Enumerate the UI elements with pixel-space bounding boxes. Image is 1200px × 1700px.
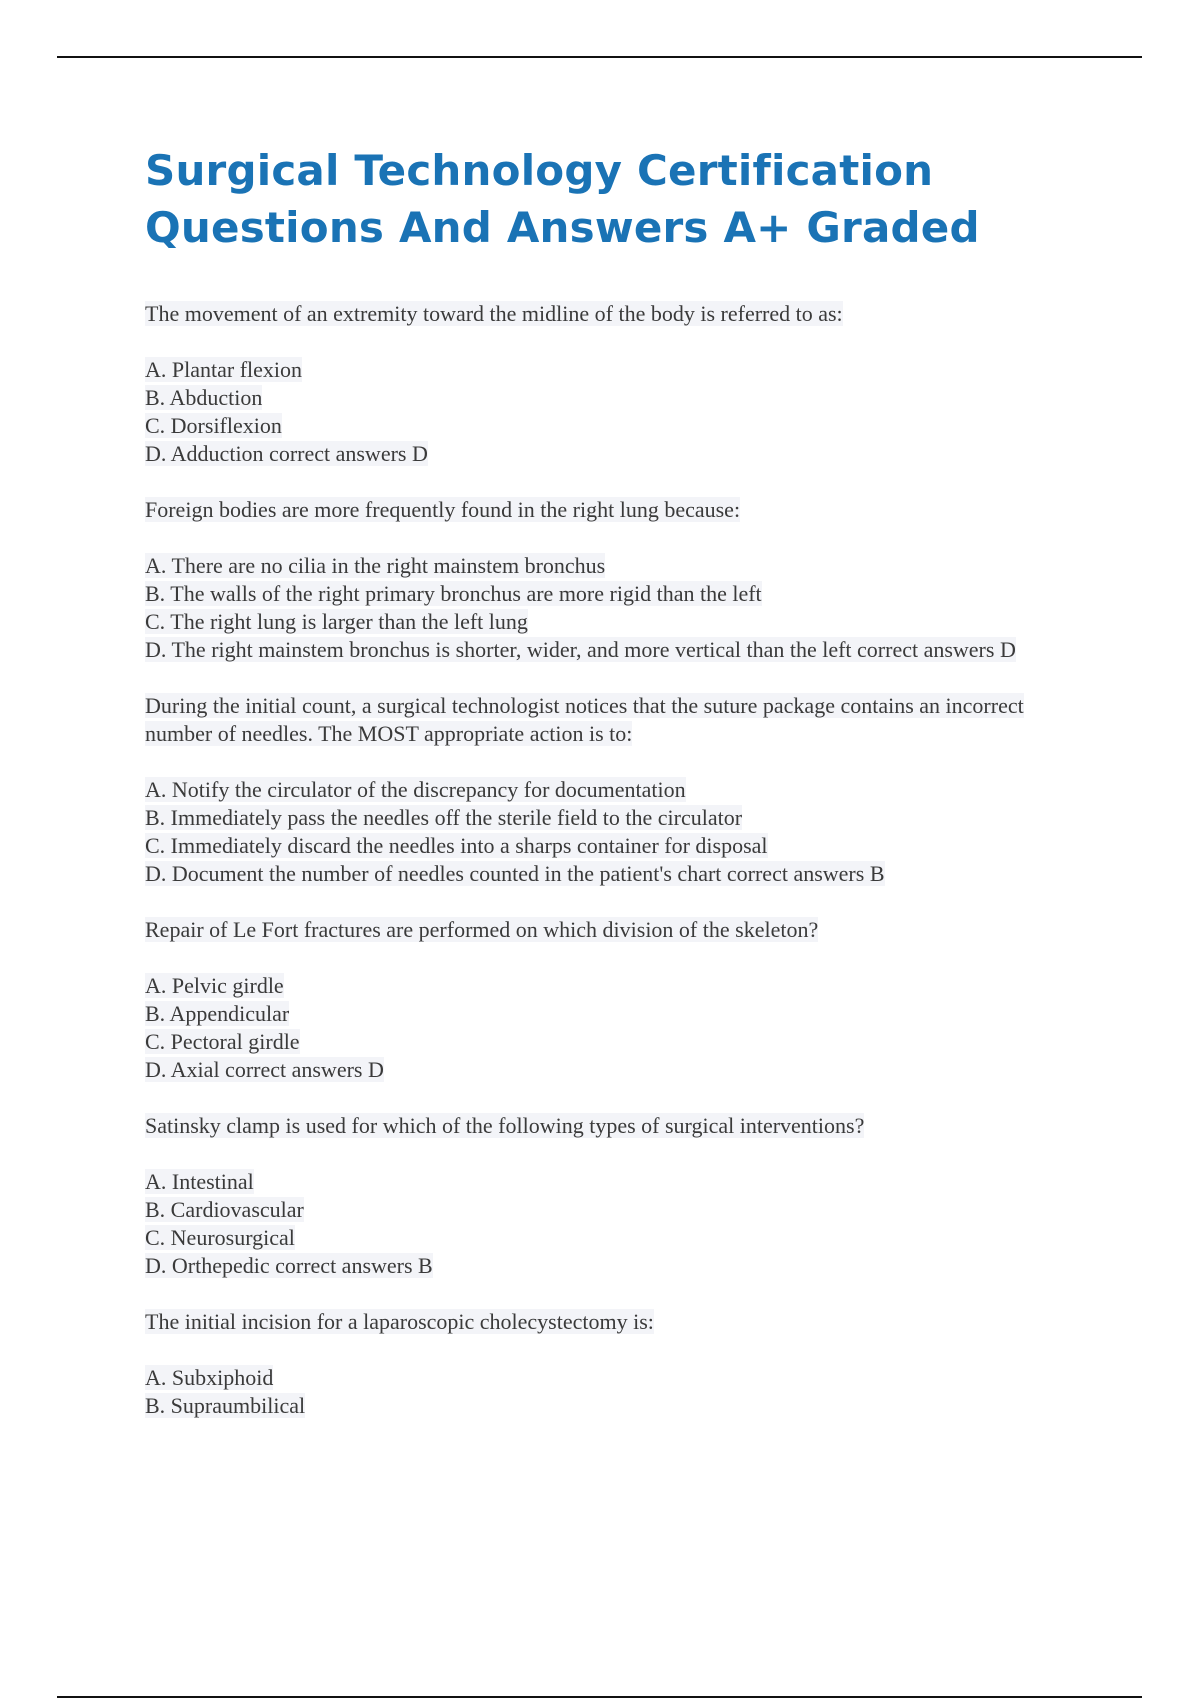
question-text: The movement of an extremity toward the midline of the body is referred to as: — [145, 301, 843, 326]
document-title — [145, 142, 1090, 256]
option-item: D. Document the number of needles counted in the patient's chart correct answers B — [145, 861, 885, 886]
option-item: D. Orthepedic correct answers B — [145, 1253, 433, 1278]
option-item: A. Intestinal — [145, 1169, 254, 1194]
bottom-rule — [57, 1696, 1142, 1698]
option-list — [145, 1364, 1090, 1420]
option-item: B. Appendicular — [145, 1001, 290, 1026]
question-block — [145, 496, 1090, 664]
option-list — [145, 776, 1090, 888]
question-text: The initial incision for a laparoscopic cholecystectomy is: — [145, 1309, 654, 1334]
option-item: B. Abduction — [145, 385, 263, 410]
option-item: A. Pelvic girdle — [145, 973, 284, 998]
title-line-2: Questions And Answers A+ Graded — [145, 203, 980, 252]
option-item: D. The right mainstem bronchus is shorter, wider, and more vertical than the left correct answers D — [145, 637, 1016, 662]
option-item: C. Dorsiflexion — [145, 413, 282, 438]
question-block — [145, 692, 1090, 888]
option-item: A. Subxiphoid — [145, 1365, 274, 1390]
question-block — [145, 300, 1090, 468]
document-body — [145, 142, 1090, 1448]
option-list — [145, 1168, 1090, 1280]
option-list — [145, 972, 1090, 1084]
question-text: Repair of Le Fort fractures are performed on which division of the skeleton? — [145, 917, 819, 942]
top-rule — [57, 56, 1142, 58]
option-list — [145, 356, 1090, 468]
option-item: B. The walls of the right primary bronchus are more rigid than the left — [145, 581, 762, 606]
option-item: A. Notify the circulator of the discrepancy for documentation — [145, 777, 686, 802]
title-line-1: Surgical Technology Certification — [145, 146, 934, 195]
question-block — [145, 1112, 1090, 1280]
option-item: B. Supraumbilical — [145, 1393, 306, 1418]
option-item: C. Neurosurgical — [145, 1225, 295, 1250]
option-item: D. Adduction correct answers D — [145, 441, 428, 466]
question-text: During the initial count, a surgical technologist notices that the suture package contains an incorrect number of needles. The MOST appropriate action is to: — [145, 693, 1024, 746]
option-item: A. Plantar flexion — [145, 357, 303, 382]
option-list — [145, 552, 1090, 664]
option-item: C. Immediately discard the needles into a sharps container for disposal — [145, 833, 768, 858]
option-item: C. Pectoral girdle — [145, 1029, 300, 1054]
option-item: A. There are no cilia in the right mainstem bronchus — [145, 553, 606, 578]
option-item: C. The right lung is larger than the left lung — [145, 609, 528, 634]
question-block — [145, 916, 1090, 1084]
option-item: B. Cardiovascular — [145, 1197, 304, 1222]
question-text: Foreign bodies are more frequently found in the right lung because: — [145, 497, 741, 522]
question-block — [145, 1308, 1090, 1420]
question-text: Satinsky clamp is used for which of the following types of surgical interventions? — [145, 1113, 865, 1138]
question-list — [145, 300, 1090, 1420]
option-item: B. Immediately pass the needles off the sterile field to the circulator — [145, 805, 743, 830]
option-item: D. Axial correct answers D — [145, 1057, 384, 1082]
